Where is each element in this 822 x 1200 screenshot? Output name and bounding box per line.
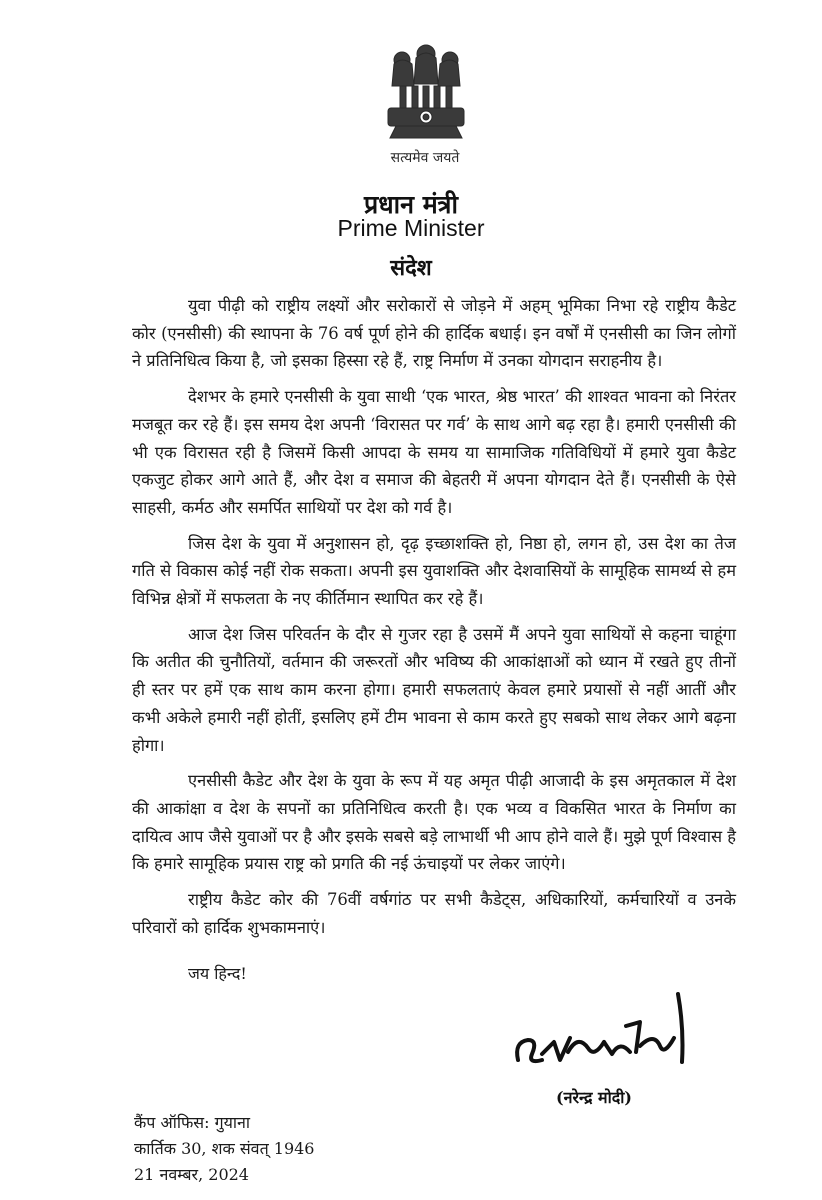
message-heading: संदेश — [390, 255, 432, 281]
letter-footer — [134, 1110, 315, 1188]
camp-office: कैंप ऑफिस: गुयाना — [134, 1113, 251, 1132]
message-paragraph-1: युवा पीढ़ी को राष्ट्रीय लक्ष्यों और सरोकारों से जोड़ने में अहम् भूमिका निभा रहे राष्ट्रीय कैडेट कोर (एनसीसी) की स्थापना के 76 वर्ष पूर्ण होने की हार्दिक बधाई। इन वर्षों में एनसीसी का जिन लोगों ने प्रतिनिधित्व किया है, जो इसका हिस्सा रहे हैं, राष्ट्र निर्माण में उनका योगदान सराहनीय है। — [132, 296, 736, 371]
title-hindi: प्रधान मंत्री — [364, 190, 458, 219]
message-paragraph-5: एनसीसी कैडेट और देश के युवा के रूप में यह अमृत पीढ़ी आजादी के इस अमृतकाल में देश की आकांक्षा व देश के सपनों का प्रतिनिधित्व करती है। एक भव्य व विकसित भारत के निर्माण का दायित्व आप जैसे युवाओं पर है और इसके सबसे बड़े लाभार्थी भी आप होने वाले हैं। मुझे पूर्ण विश्वास है कि हमारे सामूहिक प्रयास राष्ट्र को प्रगति की नई ऊंचाइयों पर लेकर जाएंगे। — [132, 771, 736, 874]
signatory-name: (नरेन्द्र मोदी) — [556, 1088, 632, 1107]
message-paragraph-2: देशभर के हमारे एनसीसी के युवा साथी ‘एक भारत, श्रेष्ठ भारत’ की शाश्वत भावना को निरंतर मजबूत कर रहे हैं। इस समय देश अपनी ‘विरासत पर गर्व’ के साथ आगे बढ़ रहा है। हमारी एनसीसी की भी एक विरासत रही है जिसमें किसी आपदा के समय या सामाजिक गतिविधियों में हमारे युवा कैडेट एकजुट होकर आगे आते हैं, और देश व समाज की बेहतरी में अपना योगदान देते हैं। एनसीसी के ऐसे साहसी, कर्मठ और समर्पित साथियों पर देश को गर्व है। — [132, 387, 736, 517]
saka-date: कार्तिक 30, शक संवत् 1946 — [134, 1139, 315, 1158]
message-paragraph-6: राष्ट्रीय कैडेट कोर की 76वीं वर्षगांठ पर सभी कैडेट्स, अधिकारियों, कर्मचारियों व उनके परिवारों को हार्दिक शुभकामनाएं। — [132, 890, 736, 937]
message-paragraph-3: जिस देश के युवा में अनुशासन हो, दृढ़ इच्छाशक्ति हो, निष्ठा हो, लगन हो, उस देश का तेज गति से विकास कोई नहीं रोक सकता। अपनी इस युवाशक्ति और देशवासियों के सामूहिक सामर्थ्य से हम विभिन्न क्षेत्रों में सफलता के नए कीर्तिमान स्थापित कर रहे हैं। — [132, 533, 736, 609]
letter-date: 21 नवम्बर, 2024 — [134, 1165, 249, 1184]
message-body — [132, 292, 736, 949]
closing-salutation: जय हिन्द! — [188, 964, 247, 983]
emblem-motto: सत्यमेव जयते — [390, 150, 460, 166]
title-english: Prime Minister — [337, 215, 485, 241]
message-paragraph-4: आज देश जिस परिवर्तन के दौर से गुजर रहा है उसमें मैं अपने युवा साथियों से कहना चाहूंगा कि अतीत की चुनौतियों, वर्तमान की जरूरतों और भविष्य की आकांक्षाओं को ध्यान में रखते हुए तीनों ही स्तर पर हमें एक साथ काम करना होगा। हमारी सफलताएं केवल हमारे प्रयासों से नहीं आतीं और कभी अकेले हमारी नहीं होतीं, इसलिए हमें टीम भावना से काम करते हुए सबको साथ लेकर आगे बढ़ना होगा। — [132, 624, 736, 755]
national-emblem-icon — [378, 38, 474, 150]
handwritten-signature-icon — [508, 982, 704, 1082]
